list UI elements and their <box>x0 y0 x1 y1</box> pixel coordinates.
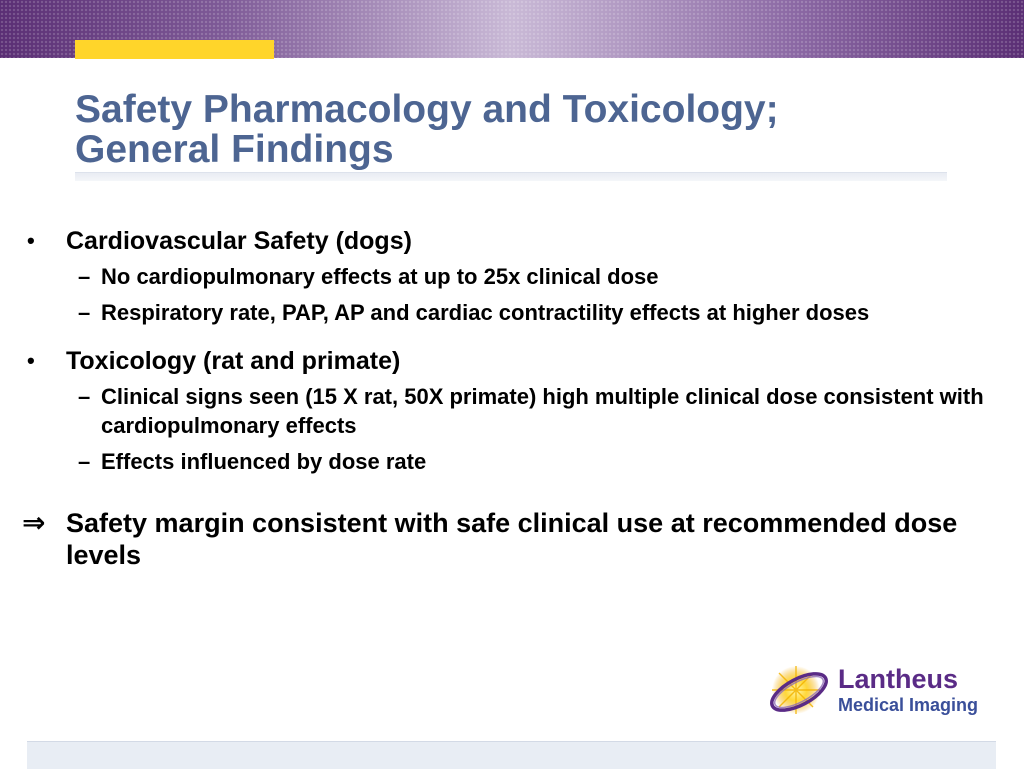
conclusion-text: Safety margin consistent with safe clinical use at recommended dose levels <box>66 508 958 570</box>
logo-name: Lantheus <box>838 664 959 694</box>
subbullet-item <box>0 447 991 476</box>
bullet-text: Cardiovascular Safety (dogs) <box>66 227 412 255</box>
dash-marker: – <box>78 449 91 474</box>
logo-subtitle: Medical Imaging <box>838 695 979 715</box>
dash-marker: – <box>78 384 91 409</box>
bullet-marker: • <box>27 348 35 373</box>
bullet-marker: • <box>27 228 35 253</box>
dash-marker: – <box>78 264 91 289</box>
subbullet-text: Clinical signs seen (15 X rat, 50X primate) high multiple clinical dose consistent with cardiopulmonary effects <box>101 384 984 438</box>
subbullet-text: No cardiopulmonary effects at up to 25x clinical dose <box>101 264 659 289</box>
subbullet-item <box>0 262 991 291</box>
subbullet-item <box>0 382 991 440</box>
subbullet-text: Respiratory rate, PAP, AP and cardiac contractility effects at higher doses <box>101 300 870 325</box>
bullet-toxicology <box>0 346 986 376</box>
footer-bar <box>27 741 996 769</box>
bullet-text: Toxicology (rat and primate) <box>66 347 401 375</box>
implies-arrow-icon: ⇒ <box>22 506 46 539</box>
subbullet-text: Effects influenced by dose rate <box>101 449 427 474</box>
subbullet-item <box>0 298 991 327</box>
bullet-cardiovascular <box>0 226 986 256</box>
sunburst-orbit-icon <box>766 662 832 722</box>
dash-marker: – <box>78 300 91 325</box>
title-line-1: Safety Pharmacology and Toxicology; <box>75 88 779 131</box>
title-divider <box>75 172 947 181</box>
slide-content <box>0 226 1024 571</box>
slide-title <box>75 90 975 170</box>
conclusion <box>0 507 996 571</box>
accent-bar <box>75 40 274 59</box>
company-logo <box>766 662 1006 724</box>
title-line-2: General Findings <box>75 128 394 171</box>
